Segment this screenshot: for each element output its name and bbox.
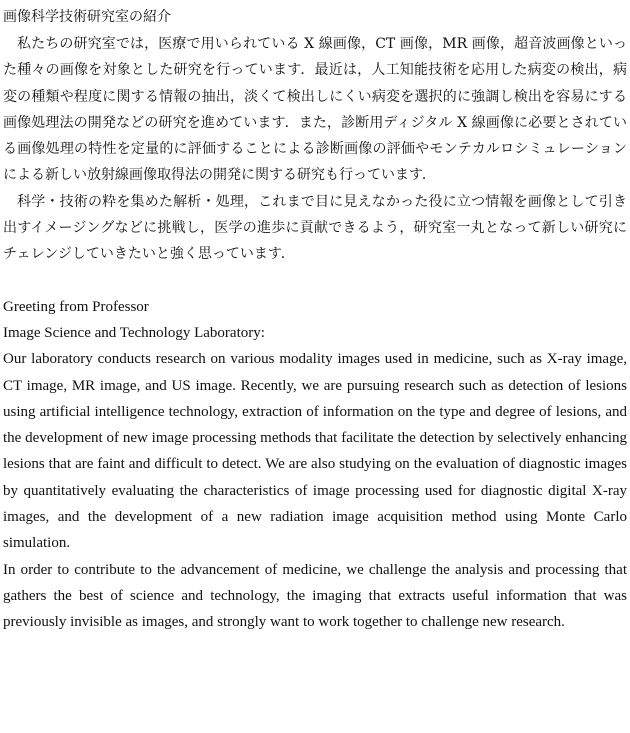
japanese-paragraph-2: 科学・技術の粋を集めた解析・処理，これまで目に見えなかった役に立つ情報を画像として引き出すイメージングなどに挑戦し，医学の進歩に貢献できるよう，研究室一丸となって新しい研究にチェレンジしていきたいと強く思っています．	[3, 193, 627, 263]
english-section	[3, 294, 627, 636]
english-paragraph-2: In order to contribute to the advancement of medicine, we challenge the analysis and processing that gathers the best of science and technology, the imaging that extracts useful information that was previously invisible as images, and strongly want to work together to challenge new research.	[3, 561, 627, 631]
japanese-title: 画像科学技術研究室の紹介	[3, 9, 171, 25]
english-greeting: Greeting from Professor	[3, 298, 149, 315]
japanese-section	[3, 5, 627, 268]
english-paragraph-1: Our laboratory conducts research on various modality images used in medicine, such as X-ray image, CT image, MR image, and US image. Recently, we are pursuing research such as detection of lesions using artificial intelligence technology, extraction of information on the type and degree of lesions, and the development of new image processing methods that facilitate the detection by selectively enhancing lesions that are faint and difficult to detect. We are also studying on the evaluation of diagnostic images by quantitatively evaluating the characteristics of image processing used for diagnostic digital X-ray images, and the development of a new radiation image acquisition method using Monte Carlo simulation.	[3, 351, 627, 552]
section-spacer	[3, 268, 627, 294]
japanese-paragraph-1: 私たちの研究室では，医療で用いられている X 線画像，CT 画像，MR 画像，超音波画像といった種々の画像を対象とした研究を行っています．最近は，人工知能技術を応用した病変の検出，病変の種類や程度に関する情報の抽出，淡くて検出しにくい病変を選択的に強調し検出を容易にする画像処理法の開発などの研究を進めています．また，診断用ディジタル X 線画像に必要とされている画像処理の特性を定量的に評価することによる診断画像の評価やモンテカルロシミュレーションによる新しい放射線画像取得法の開発に関する研究も行っています．	[3, 36, 627, 184]
english-lab-name: Image Science and Technology Laboratory:	[3, 324, 265, 341]
document-page	[3, 5, 627, 636]
